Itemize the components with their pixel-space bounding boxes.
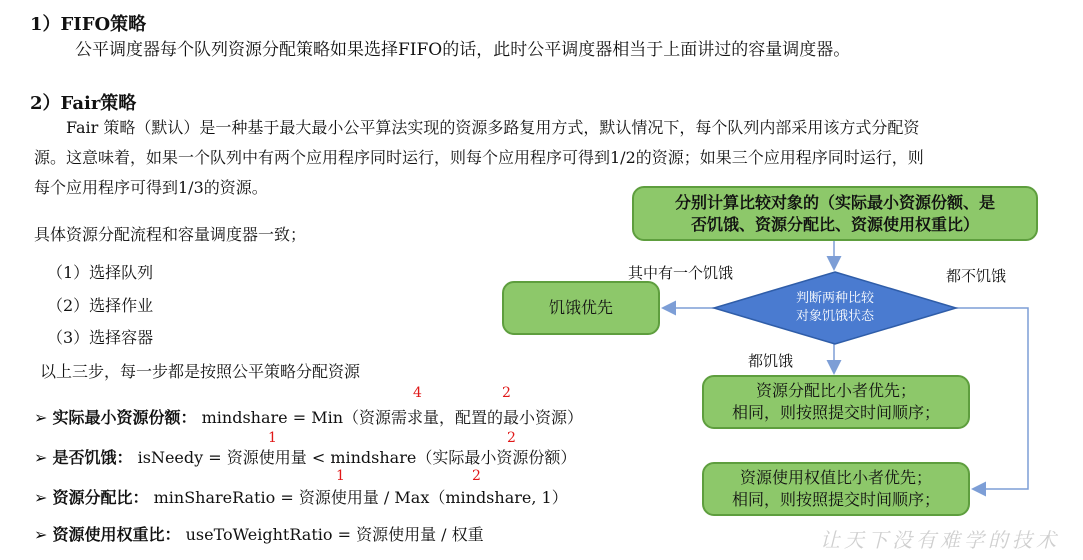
step-3: （3）选择容器 — [47, 328, 154, 347]
formula-term: 实际最小资源份额： — [52, 408, 197, 427]
step-1: （1）选择队列 — [47, 263, 154, 282]
flow-intro: 具体资源分配流程和容量调度器一致； — [34, 225, 307, 244]
watermark: 让天下没有难学的技术 — [820, 528, 1060, 552]
compare-box-line2: 否饥饿、资源分配比、资源使用权重比） — [690, 214, 979, 234]
label-none-hungry: 都不饥饿 — [946, 267, 1007, 285]
compare-box-line1: 分别计算比较对象的（实际最小资源份额、是 — [674, 192, 995, 212]
formula-term: 资源使用权重比： — [52, 525, 181, 544]
decision-line2: 对象饥饿状态 — [795, 309, 874, 324]
weight-ratio-line2: 相同，则按照提交时间顺序； — [731, 490, 940, 509]
section1-heading: 1）FIFO策略 — [30, 14, 147, 35]
hungry-first-label: 饥饿优先 — [548, 298, 613, 317]
mark-2: 2 — [472, 468, 481, 484]
section2-heading: 2）Fair策略 — [30, 93, 137, 114]
bullet-arrow: ➢ — [34, 488, 48, 507]
weight-ratio-box — [702, 462, 970, 516]
formula-expr: isNeedy = 资源使用量 < mindshare（实际最小资源份额） — [137, 448, 577, 467]
decision-line1: 判断两种比较 — [795, 291, 874, 306]
formula-expr: minShareRatio = 资源使用量 / Max（mindshare, 1） — [153, 488, 568, 507]
section2-para-line2: 源。这意味着，如果一个队列中有两个应用程序同时运行，则每个应用程序可得到1/2的资源；如果三个应用程序同时运行，则 — [34, 148, 924, 167]
hungry-first-box — [502, 281, 660, 335]
compare-box — [632, 186, 1038, 241]
decision-label — [760, 290, 910, 326]
share-ratio-box — [702, 375, 970, 429]
section2-para-line1: Fair 策略（默认）是一种基于最大最小公平算法实现的资源多路复用方式，默认情况下，每个队列内部采用该方式分配资 — [66, 118, 920, 137]
label-both-hungry: 都饥饿 — [748, 352, 794, 370]
bullet-arrow: ➢ — [34, 408, 48, 427]
summary-text: 以上三步，每一步都是按照公平策略分配资源 — [40, 362, 361, 381]
formula-expr: mindshare = Min（资源需求量，配置的最小资源） — [201, 408, 584, 427]
step-2: （2）选择作业 — [47, 296, 154, 315]
mark-1: 1 — [336, 468, 345, 484]
formula-term: 资源分配比： — [52, 488, 149, 507]
share-ratio-line1: 资源分配比小者优先； — [755, 381, 916, 400]
mark-2: 2 — [502, 385, 511, 401]
label-one-hungry: 其中有一个饥饿 — [628, 264, 734, 282]
mark-2: 2 — [507, 430, 516, 446]
weight-ratio-line1: 资源使用权值比小者优先； — [739, 468, 932, 487]
bullet-arrow: ➢ — [34, 525, 48, 544]
formula-expr: useToWeightRatio = 资源使用量 / 权重 — [185, 525, 484, 544]
section2-para-line3: 每个应用程序可得到1/3的资源。 — [34, 178, 268, 197]
section1-text: 公平调度器每个队列资源分配策略如果选择FIFO的话，此时公平调度器相当于上面讲过的容量调度器。 — [75, 40, 851, 60]
bullet-arrow: ➢ — [34, 448, 48, 467]
formula-term: 是否饥饿： — [52, 448, 133, 467]
mark-1: 1 — [268, 430, 277, 446]
mark-4: 4 — [413, 385, 422, 401]
share-ratio-line2: 相同，则按照提交时间顺序； — [731, 403, 940, 422]
